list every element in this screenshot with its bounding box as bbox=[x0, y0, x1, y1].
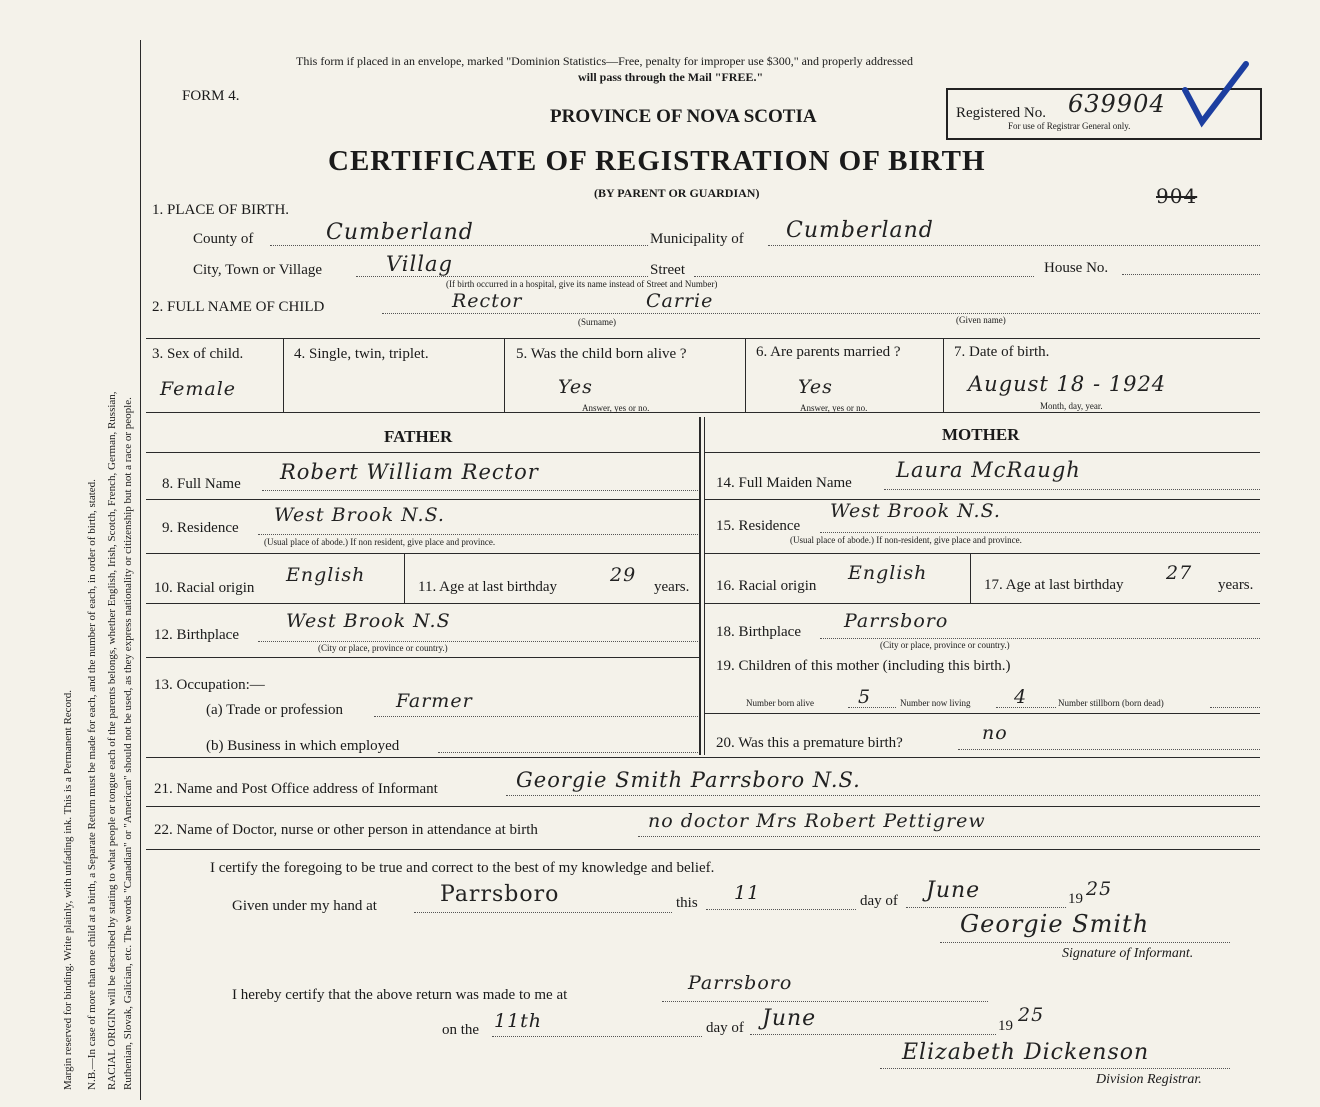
county-line bbox=[270, 245, 648, 246]
father-name-label: 8. Full Name bbox=[162, 476, 241, 492]
certify-statement: I certify the foregoing to be true and correct to the best of my knowledge and belief. bbox=[210, 860, 715, 876]
stillborn-label: Number stillborn (born dead) bbox=[1058, 698, 1164, 708]
given-place-value[interactable]: Parrsboro bbox=[440, 882, 560, 907]
column-divider-inner bbox=[704, 417, 705, 755]
row-bottom-rule bbox=[146, 412, 1260, 413]
registered-label: Registered No. bbox=[956, 105, 1046, 121]
mother-racial-value[interactable]: English bbox=[848, 562, 928, 584]
mother-racial-divider bbox=[970, 553, 971, 603]
father-name-value[interactable]: Robert William Rector bbox=[280, 460, 539, 484]
informant-line bbox=[506, 795, 1260, 796]
page-subtitle: (BY PARENT OR GUARDIAN) bbox=[594, 186, 760, 200]
stillborn-line bbox=[1210, 707, 1260, 708]
child-surname-value[interactable]: Rector bbox=[452, 290, 523, 312]
hospital-note: (If birth occurred in a hospital, give its name instead of Street and Number) bbox=[446, 279, 718, 289]
mother-row-rule-5 bbox=[705, 713, 1260, 714]
premature-label: 20. Was this a premature birth? bbox=[716, 735, 903, 751]
father-residence-line bbox=[258, 534, 698, 535]
struck-number: 904 bbox=[1156, 184, 1198, 208]
registrar-caption: Division Registrar. bbox=[1096, 1072, 1202, 1087]
registrar-month-value[interactable]: June bbox=[762, 1006, 817, 1031]
month-line bbox=[906, 907, 1066, 908]
mother-birthplace-caption: (City or place, province or country.) bbox=[880, 640, 1010, 650]
dob-label: 7. Date of birth. bbox=[954, 344, 1050, 360]
sex-label: 3. Sex of child. bbox=[152, 346, 244, 362]
alive-label: 5. Was the child born alive ? bbox=[516, 346, 687, 362]
mother-residence-line bbox=[820, 532, 1260, 533]
father-birthplace-caption: (City or place, province or country.) bbox=[318, 643, 448, 653]
doctor-label: 22. Name of Doctor, nurse or other person in attendance at birth bbox=[154, 822, 538, 838]
column-divider bbox=[699, 417, 701, 755]
mother-years-label: years. bbox=[1218, 577, 1254, 593]
divider-4-5 bbox=[504, 338, 505, 412]
father-residence-label: 9. Residence bbox=[162, 520, 239, 536]
mother-row-rule-2 bbox=[705, 553, 1260, 554]
doctor-line bbox=[638, 836, 1260, 837]
house-label: House No. bbox=[1044, 260, 1109, 276]
mother-residence-label: 15. Residence bbox=[716, 518, 801, 534]
municipality-line bbox=[768, 245, 1260, 246]
city-label: City, Town or Village bbox=[193, 262, 323, 278]
father-birthplace-line bbox=[258, 641, 698, 642]
place-of-birth-heading: 1. PLACE OF BIRTH. bbox=[152, 202, 290, 218]
registrar-signature-line bbox=[880, 1068, 1230, 1069]
day-line bbox=[706, 909, 856, 910]
father-heading: FATHER bbox=[384, 427, 453, 446]
father-occupation-label: 13. Occupation:— bbox=[154, 677, 265, 693]
county-value[interactable]: Cumberland bbox=[326, 220, 474, 245]
mother-name-label: 14. Full Maiden Name bbox=[716, 475, 852, 491]
margin-note-racial-origin-2: Ruthenian, Slovak, Galician, etc. The words "Canadian" or "American" should not be used, as they express nationality or citizenship but not a race or people. bbox=[122, 397, 134, 1090]
divider-3-4 bbox=[283, 338, 284, 412]
father-birthplace-value[interactable]: West Brook N.S bbox=[286, 610, 451, 632]
father-years-label: years. bbox=[654, 579, 690, 595]
registrar-year-suffix[interactable]: 25 bbox=[1018, 1004, 1045, 1026]
registrar-day-value[interactable]: 11th bbox=[494, 1010, 543, 1032]
mother-children-label: 19. Children of this mother (including this birth.) bbox=[716, 658, 1011, 674]
father-business-label: (b) Business in which employed bbox=[206, 738, 400, 754]
registrar-signature[interactable]: Elizabeth Dickenson bbox=[902, 1040, 1150, 1065]
alive-value[interactable]: Yes bbox=[558, 376, 593, 398]
municipality-label: Municipality of bbox=[650, 231, 744, 247]
mother-residence-caption: (Usual place of abode.) If non-resident, give place and province. bbox=[790, 535, 1022, 545]
postal-notice: This form if placed in an envelope, marked "Dominion Statistics—Free, penalty for improper use $300," and properly addressed bbox=[296, 54, 913, 68]
father-row-rule-3 bbox=[146, 603, 699, 604]
margin-note-separate-return: N.B.—In case of more than one child at a birth, a Separate Return must be made for each, and the number of each, in order of birth, stated. bbox=[86, 479, 98, 1090]
mother-name-line bbox=[884, 489, 1260, 490]
father-business-line bbox=[438, 752, 698, 753]
surname-caption: (Surname) bbox=[578, 317, 616, 327]
married-value[interactable]: Yes bbox=[798, 376, 833, 398]
father-age-value[interactable]: 29 bbox=[610, 564, 637, 586]
alive-caption: Answer, yes or no. bbox=[582, 403, 650, 413]
informant-signature-line bbox=[940, 942, 1230, 943]
registrar-place-value[interactable]: Parrsboro bbox=[688, 972, 793, 994]
on-the-label: on the bbox=[442, 1022, 480, 1038]
given-caption: (Given name) bbox=[956, 315, 1006, 325]
father-racial-value[interactable]: English bbox=[286, 564, 366, 586]
registrar-year-prefix: 19 bbox=[998, 1018, 1013, 1034]
sex-value[interactable]: Female bbox=[160, 378, 237, 400]
father-trade-label: (a) Trade or profession bbox=[206, 702, 344, 718]
county-label: County of bbox=[193, 231, 254, 247]
given-label: Given under my hand at bbox=[232, 898, 377, 914]
informant-signature[interactable]: Georgie Smith bbox=[960, 910, 1150, 938]
parent-heading-rule-right bbox=[705, 452, 1260, 453]
premature-value[interactable]: no bbox=[982, 722, 1008, 744]
province-heading: PROVINCE OF NOVA SCOTIA bbox=[550, 106, 817, 127]
informant-value[interactable]: Georgie Smith Parrsboro N.S. bbox=[516, 768, 861, 792]
mother-birthplace-line bbox=[820, 638, 1260, 639]
margin-note-racial-origin: RACIAL ORIGIN will be described by stating to what people or tongue each of the parents belongs, whether English, Irish, Scotch, French, German, Russian, bbox=[106, 391, 118, 1090]
city-value[interactable]: Villag bbox=[386, 252, 453, 276]
this-label: this bbox=[676, 895, 698, 911]
child-given-value[interactable]: Carrie bbox=[646, 290, 714, 312]
year-suffix[interactable]: 25 bbox=[1086, 878, 1113, 900]
street-label: Street bbox=[650, 262, 685, 278]
father-birthplace-label: 12. Birthplace bbox=[154, 627, 239, 643]
form-number: FORM 4. bbox=[182, 88, 240, 104]
child-name-label: 2. FULL NAME OF CHILD bbox=[152, 299, 325, 315]
now-living-label: Number now living bbox=[900, 698, 971, 708]
now-living-value[interactable]: 4 bbox=[1014, 686, 1028, 708]
registrar-day-of-label: day of bbox=[706, 1020, 744, 1036]
day-value[interactable]: 11 bbox=[734, 882, 761, 904]
mother-residence-value[interactable]: West Brook N.S. bbox=[830, 500, 1001, 522]
plurality-label: 4. Single, twin, triplet. bbox=[294, 346, 429, 362]
year-prefix: 19 bbox=[1068, 891, 1083, 907]
mother-birthplace-value[interactable]: Parrsboro bbox=[844, 610, 949, 632]
house-line bbox=[1122, 274, 1260, 275]
dob-caption: Month, day, year. bbox=[1040, 401, 1103, 411]
father-trade-value[interactable]: Farmer bbox=[396, 690, 473, 712]
day-of-label: day of bbox=[860, 893, 898, 909]
father-racial-divider bbox=[404, 553, 405, 603]
registrar-statement: I hereby certify that the above return was made to me at bbox=[232, 987, 568, 1003]
doctor-rule bbox=[146, 849, 1260, 850]
postal-notice-free: will pass through the Mail "FREE." bbox=[578, 70, 764, 84]
informant-label: 21. Name and Post Office address of Informant bbox=[154, 781, 438, 797]
mother-age-value[interactable]: 27 bbox=[1166, 562, 1193, 584]
father-name-line bbox=[262, 490, 698, 491]
married-caption: Answer, yes or no. bbox=[800, 403, 868, 413]
mother-racial-label: 16. Racial origin bbox=[716, 578, 817, 594]
registrar-month-line bbox=[750, 1034, 996, 1035]
informant-signature-caption: Signature of Informant. bbox=[1062, 946, 1194, 961]
street-line bbox=[694, 276, 1034, 277]
registrar-day-line bbox=[492, 1036, 702, 1037]
registrar-use-note: For use of Registrar General only. bbox=[1008, 121, 1131, 131]
mother-birthplace-label: 18. Birthplace bbox=[716, 624, 801, 640]
father-residence-value[interactable]: West Brook N.S. bbox=[274, 504, 445, 526]
registrar-place-line bbox=[662, 1001, 988, 1002]
divider-6-7 bbox=[943, 338, 944, 412]
father-residence-caption: (Usual place of abode.) If non resident, give place and province. bbox=[264, 537, 496, 547]
born-alive-value[interactable]: 5 bbox=[858, 686, 872, 708]
registered-number: 639904 bbox=[1068, 90, 1166, 118]
divider-5-6 bbox=[745, 338, 746, 412]
page-title: CERTIFICATE OF REGISTRATION OF BIRTH bbox=[328, 145, 986, 177]
row-top-rule bbox=[146, 338, 1260, 339]
mother-name-value[interactable]: Laura McRaugh bbox=[896, 458, 1081, 482]
municipality-value[interactable]: Cumberland bbox=[786, 218, 934, 243]
father-row-rule-2 bbox=[146, 553, 699, 554]
city-line bbox=[356, 276, 648, 277]
dob-value[interactable]: August 18 - 1924 bbox=[968, 372, 1167, 396]
born-alive-label: Number born alive bbox=[746, 698, 814, 708]
father-racial-label: 10. Racial origin bbox=[154, 580, 255, 596]
doctor-value[interactable]: no doctor Mrs Robert Pettigrew bbox=[648, 810, 986, 832]
parents-bottom-rule bbox=[146, 757, 1260, 758]
born-alive-line bbox=[848, 707, 896, 708]
parent-heading-rule-left bbox=[146, 452, 699, 453]
father-row-rule-1 bbox=[146, 499, 699, 500]
premature-line bbox=[958, 749, 1260, 750]
given-place-line bbox=[414, 912, 672, 913]
mother-age-label: 17. Age at last birthday bbox=[984, 577, 1124, 593]
month-value[interactable]: June bbox=[926, 878, 981, 903]
margin-rule bbox=[140, 40, 141, 1100]
mother-row-rule-3 bbox=[705, 603, 1260, 604]
father-age-label: 11. Age at last birthday bbox=[418, 579, 557, 595]
checkmark-icon bbox=[1180, 60, 1250, 130]
child-name-line bbox=[382, 313, 1260, 314]
informant-rule bbox=[146, 806, 1260, 807]
margin-note-binding: Margin reserved for binding. Write plainly, with unfading ink. This is a Permanent Record. bbox=[62, 690, 74, 1090]
father-row-rule-4 bbox=[146, 657, 699, 658]
married-label: 6. Are parents married ? bbox=[756, 344, 901, 360]
mother-heading: MOTHER bbox=[942, 425, 1020, 444]
father-trade-line bbox=[374, 716, 698, 717]
